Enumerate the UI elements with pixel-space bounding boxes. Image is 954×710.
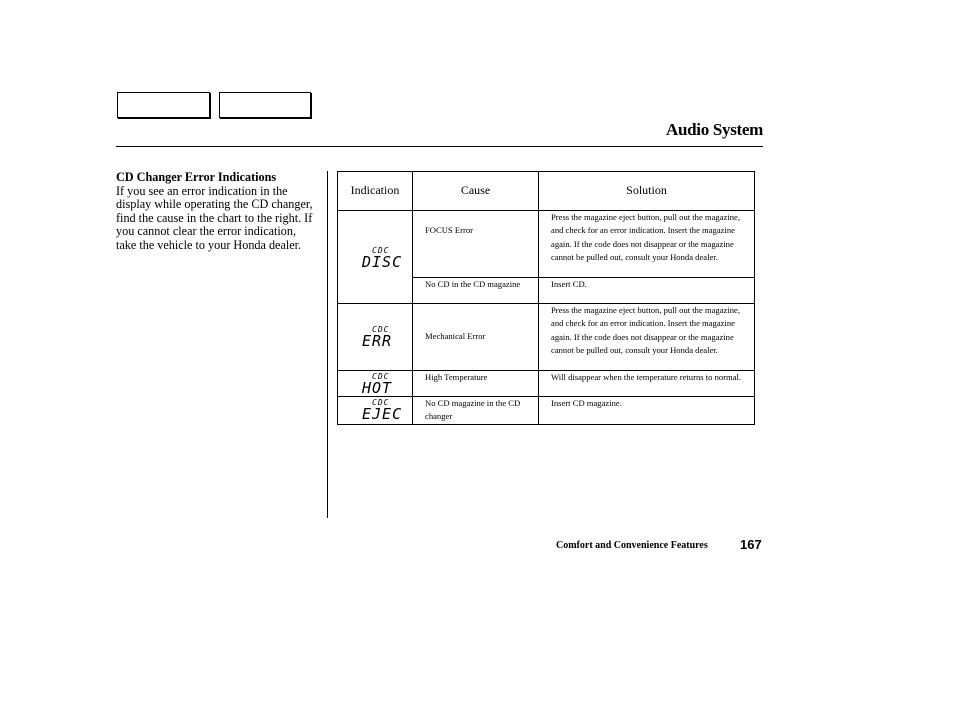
lcd-top-text: CDC — [372, 371, 390, 381]
solution-cell — [539, 278, 755, 304]
solution-cell — [539, 397, 755, 425]
solution-cell — [539, 304, 755, 371]
solution-text: Press the magazine eject button, pull out the magazine, and check for an error indication. Insert the magazine again. If the code does not disappear or the magazine cannot be pulled out, consult your Honda dealer. — [551, 212, 741, 263]
lcd-top-text: CDC — [372, 398, 390, 408]
indication-cell — [338, 304, 413, 371]
solution-text: Press the magazine eject button, pull out the magazine, and check for an error indication. Insert the magazine again. If the code does not disappear or the magazine cannot be pulled out, consult your Honda dealer. — [551, 305, 741, 356]
title-divider — [116, 146, 763, 147]
cause-text: Mechanical Error — [425, 331, 486, 342]
footer-section-name: Comfort and Convenience Features — [556, 540, 708, 551]
nav-tab-right[interactable] — [219, 92, 311, 118]
table-header-row — [338, 172, 755, 211]
cause-text: No CD in the CD magazine — [425, 279, 521, 289]
column-header-solution: Solution — [539, 172, 755, 211]
cause-text: FOCUS Error — [425, 225, 473, 235]
lcd-main-text: ERR — [362, 332, 393, 350]
solution-text: Insert CD magazine. — [551, 398, 622, 408]
lcd-top-text: CDC — [372, 246, 390, 255]
lcd-display-disc — [362, 247, 412, 269]
indication-cell — [338, 397, 413, 425]
lcd-display-hot — [362, 373, 412, 395]
intro-section — [116, 171, 316, 253]
lcd-display-ejec — [362, 398, 412, 424]
lcd-main-text: EJEC — [362, 405, 403, 424]
intro-heading: CD Changer Error Indications — [116, 170, 277, 184]
table-row — [338, 211, 755, 278]
column-header-indication: Indication — [338, 172, 413, 211]
solution-cell — [539, 211, 755, 278]
table-row — [338, 397, 755, 425]
lcd-main-text: HOT — [362, 378, 393, 397]
cause-cell — [413, 211, 539, 278]
indication-cell — [338, 371, 413, 397]
nav-tab-left[interactable] — [117, 92, 210, 118]
column-header-cause: Cause — [413, 172, 539, 211]
cause-cell — [413, 371, 539, 397]
error-table — [337, 171, 755, 425]
column-divider — [327, 171, 328, 518]
cause-cell — [413, 397, 539, 425]
page-title: Audio System — [666, 120, 763, 139]
page-number: 167 — [740, 537, 762, 552]
solution-text: Will disappear when the temperature returns to normal. — [551, 372, 742, 382]
lcd-top-text: CDC — [372, 325, 390, 334]
lcd-main-text: DISC — [362, 253, 403, 271]
table-row — [338, 371, 755, 397]
table-row — [338, 304, 755, 371]
cause-text: High Temperature — [425, 372, 488, 382]
cause-text: No CD magazine in the CD changer — [425, 398, 521, 422]
solution-text: Insert CD. — [551, 279, 587, 289]
cause-cell — [413, 278, 539, 304]
intro-body: If you see an error indication in the display while operating the CD changer, find the cause in the chart to the right. If you cannot clear the error indication, take the vehicle to your Honda dealer. — [116, 183, 313, 252]
solution-cell — [539, 371, 755, 397]
cause-cell — [413, 304, 539, 371]
indication-cell — [338, 211, 413, 304]
lcd-display-err — [362, 326, 412, 348]
